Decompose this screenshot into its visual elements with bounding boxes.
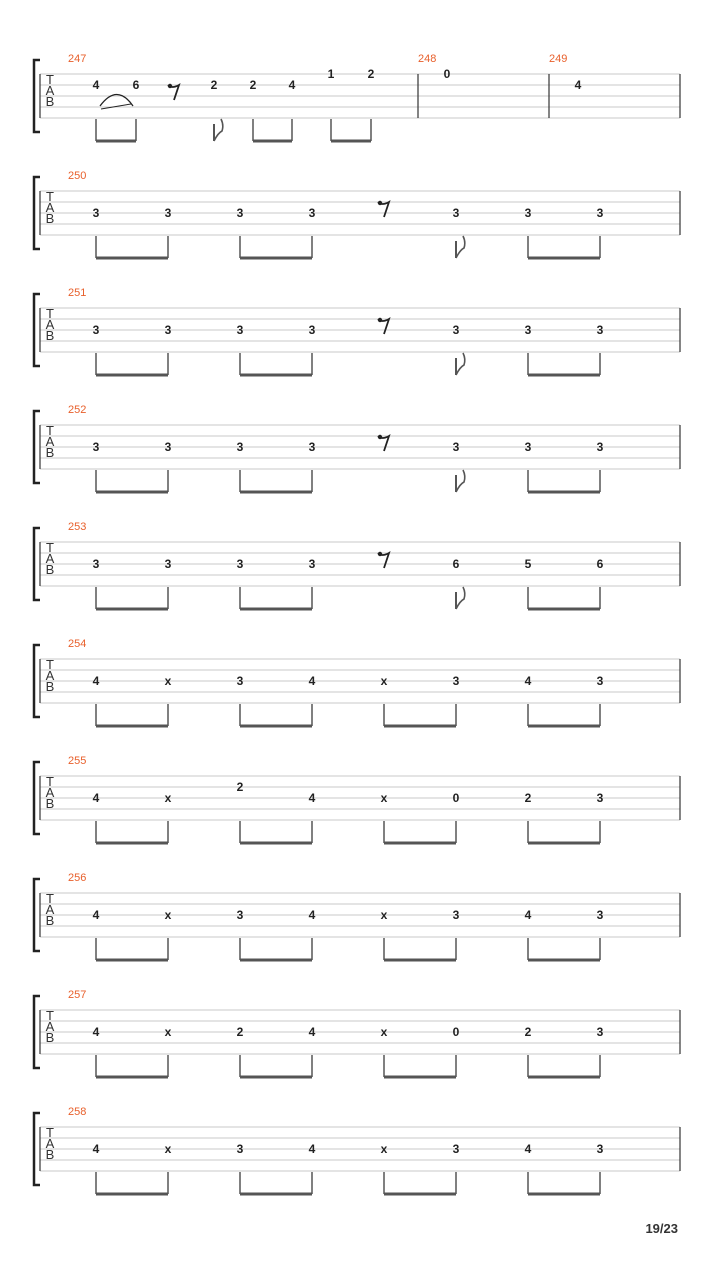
fret-number: 2 xyxy=(367,67,375,81)
tab-clef-letter: T xyxy=(46,657,54,672)
note-flag xyxy=(456,470,465,492)
eighth-rest-dot xyxy=(378,552,382,556)
fret-number: 4 xyxy=(524,908,532,922)
fret-number: 1 xyxy=(327,67,335,81)
fret-number: 3 xyxy=(596,323,604,337)
fret-number: 4 xyxy=(92,1025,100,1039)
tab-clef-letter: B xyxy=(45,562,55,577)
tab-clef-letter: A xyxy=(45,1019,55,1034)
tab-system xyxy=(34,755,680,843)
tab-clef-letter: A xyxy=(45,434,55,449)
tab-clef-letter: A xyxy=(45,1136,55,1151)
fret-number: 4 xyxy=(308,674,316,688)
tab-clef-letter: T xyxy=(46,540,54,555)
system-bracket xyxy=(34,528,40,600)
fret-number: 4 xyxy=(574,78,582,92)
fret-number: 4 xyxy=(288,78,296,92)
eighth-rest-dot xyxy=(378,201,382,205)
tab-clef-letter: B xyxy=(45,679,55,694)
eighth-rest-dot xyxy=(378,318,382,322)
page-number: 19/23 xyxy=(645,1221,678,1236)
fret-number: 3 xyxy=(452,206,460,220)
tab-system xyxy=(34,872,680,960)
system-bracket xyxy=(34,177,40,249)
tab-clef-letter: A xyxy=(45,551,55,566)
system-bracket xyxy=(34,411,40,483)
tab-clef-letter: A xyxy=(45,83,55,98)
fret-number: 4 xyxy=(92,791,100,805)
fret-number: 4 xyxy=(308,1025,316,1039)
fret-number: 4 xyxy=(92,1142,100,1156)
measure-number: 249 xyxy=(549,53,568,65)
tab-system xyxy=(34,638,680,726)
tab-clef-letter: A xyxy=(45,200,55,215)
tab-clef-letter: T xyxy=(46,189,54,204)
measure-number: 258 xyxy=(68,1106,87,1118)
tab-clef-letter: B xyxy=(45,796,55,811)
fret-number: 3 xyxy=(164,440,172,454)
tab-clef-letter: T xyxy=(46,72,54,87)
fret-number: 3 xyxy=(596,674,604,688)
fret-number: 3 xyxy=(596,206,604,220)
tab-clef-letter: B xyxy=(45,94,55,109)
fret-number: 3 xyxy=(236,557,244,571)
tab-clef-letter: A xyxy=(45,317,55,332)
fret-number: 3 xyxy=(452,323,460,337)
fret-number: 3 xyxy=(596,1142,604,1156)
measure-number: 251 xyxy=(68,287,87,299)
tab-clef-letter: B xyxy=(45,445,55,460)
measure-number: 252 xyxy=(68,404,87,416)
fret-number: 3 xyxy=(164,206,172,220)
tab-clef-letter: T xyxy=(46,891,54,906)
dead-note: x xyxy=(380,1025,388,1039)
fret-number: 3 xyxy=(92,323,100,337)
system-bracket xyxy=(34,762,40,834)
measure-number: 253 xyxy=(68,521,87,533)
fret-number: 3 xyxy=(236,323,244,337)
fret-number: 3 xyxy=(92,440,100,454)
tab-clef-letter: B xyxy=(45,328,55,343)
note-flag xyxy=(456,236,465,258)
system-bracket xyxy=(34,996,40,1068)
tab-system xyxy=(34,989,680,1077)
fret-number: 3 xyxy=(452,1142,460,1156)
dead-note: x xyxy=(380,1142,388,1156)
tab-system xyxy=(34,287,680,375)
fret-number: 3 xyxy=(596,1025,604,1039)
fret-number: 3 xyxy=(236,440,244,454)
fret-number: 3 xyxy=(164,557,172,571)
tab-clef-letter: T xyxy=(46,306,54,321)
fret-number: 3 xyxy=(596,440,604,454)
dead-note: x xyxy=(380,908,388,922)
tab-clef-letter: B xyxy=(45,211,55,226)
fret-number: 4 xyxy=(92,908,100,922)
system-bracket xyxy=(34,879,40,951)
fret-number: 2 xyxy=(236,1025,244,1039)
fret-number: 5 xyxy=(524,557,532,571)
eighth-rest-dot xyxy=(378,435,382,439)
tab-system xyxy=(34,170,680,258)
tab-system xyxy=(34,404,680,492)
tab-clef-letter: B xyxy=(45,1030,55,1045)
fret-number: 4 xyxy=(92,674,100,688)
tab-clef-letter: B xyxy=(45,1147,55,1162)
fret-number: 3 xyxy=(308,557,316,571)
measure-number: 247 xyxy=(68,53,87,65)
fret-number: 3 xyxy=(236,908,244,922)
fret-number: 4 xyxy=(308,791,316,805)
dead-note: x xyxy=(380,674,388,688)
tab-clef-letter: T xyxy=(46,774,54,789)
dead-note: x xyxy=(380,791,388,805)
measure-number: 250 xyxy=(68,170,87,182)
note-flag xyxy=(214,119,223,141)
fret-number: 2 xyxy=(249,78,257,92)
fret-number: 3 xyxy=(308,440,316,454)
fret-number: 0 xyxy=(443,67,451,81)
tab-clef-letter: T xyxy=(46,1008,54,1023)
dead-note: x xyxy=(164,674,172,688)
note-flag xyxy=(456,353,465,375)
fret-number: 4 xyxy=(308,908,316,922)
system-bracket xyxy=(34,645,40,717)
tab-system xyxy=(34,53,680,141)
measure-number: 255 xyxy=(68,755,87,767)
fret-number: 4 xyxy=(308,1142,316,1156)
fret-number: 3 xyxy=(92,206,100,220)
measure-number: 248 xyxy=(418,53,437,65)
dead-note: x xyxy=(164,908,172,922)
fret-number: 2 xyxy=(210,78,218,92)
tab-clef-letter: T xyxy=(46,423,54,438)
tab-clef-letter: B xyxy=(45,913,55,928)
fret-number: 3 xyxy=(452,908,460,922)
fret-number: 2 xyxy=(236,780,244,794)
fret-number: 0 xyxy=(452,1025,460,1039)
fret-number: 3 xyxy=(452,674,460,688)
fret-number: 3 xyxy=(236,1142,244,1156)
dead-note: x xyxy=(164,791,172,805)
fret-number: 6 xyxy=(132,78,140,92)
fret-number: 3 xyxy=(524,206,532,220)
fret-number: 3 xyxy=(308,206,316,220)
fret-number: 3 xyxy=(452,440,460,454)
tab-system xyxy=(34,1106,680,1194)
fret-number: 2 xyxy=(524,1025,532,1039)
fret-number: 6 xyxy=(452,557,460,571)
measure-number: 257 xyxy=(68,989,87,1001)
fret-number: 3 xyxy=(596,908,604,922)
system-bracket xyxy=(34,294,40,366)
fret-number: 3 xyxy=(308,323,316,337)
eighth-rest-dot xyxy=(168,84,172,88)
fret-number: 3 xyxy=(596,791,604,805)
tab-clef-letter: A xyxy=(45,668,55,683)
tab-clef-letter: A xyxy=(45,785,55,800)
fret-number: 3 xyxy=(524,323,532,337)
fret-number: 6 xyxy=(596,557,604,571)
tab-clef-letter: T xyxy=(46,1125,54,1140)
fret-number: 3 xyxy=(164,323,172,337)
fret-number: 3 xyxy=(524,440,532,454)
measure-number: 254 xyxy=(68,638,87,650)
fret-number: 4 xyxy=(92,78,100,92)
measure-number: 256 xyxy=(68,872,87,884)
fret-number: 3 xyxy=(236,674,244,688)
fret-number: 4 xyxy=(524,1142,532,1156)
dead-note: x xyxy=(164,1025,172,1039)
fret-number: 4 xyxy=(524,674,532,688)
system-bracket xyxy=(34,1113,40,1185)
fret-number: 3 xyxy=(236,206,244,220)
system-bracket xyxy=(34,60,40,132)
note-flag xyxy=(456,587,465,609)
fret-number: 3 xyxy=(92,557,100,571)
fret-number: 2 xyxy=(524,791,532,805)
tab-system xyxy=(34,521,680,609)
tab-clef-letter: A xyxy=(45,902,55,917)
dead-note: x xyxy=(164,1142,172,1156)
fret-number: 0 xyxy=(452,791,460,805)
